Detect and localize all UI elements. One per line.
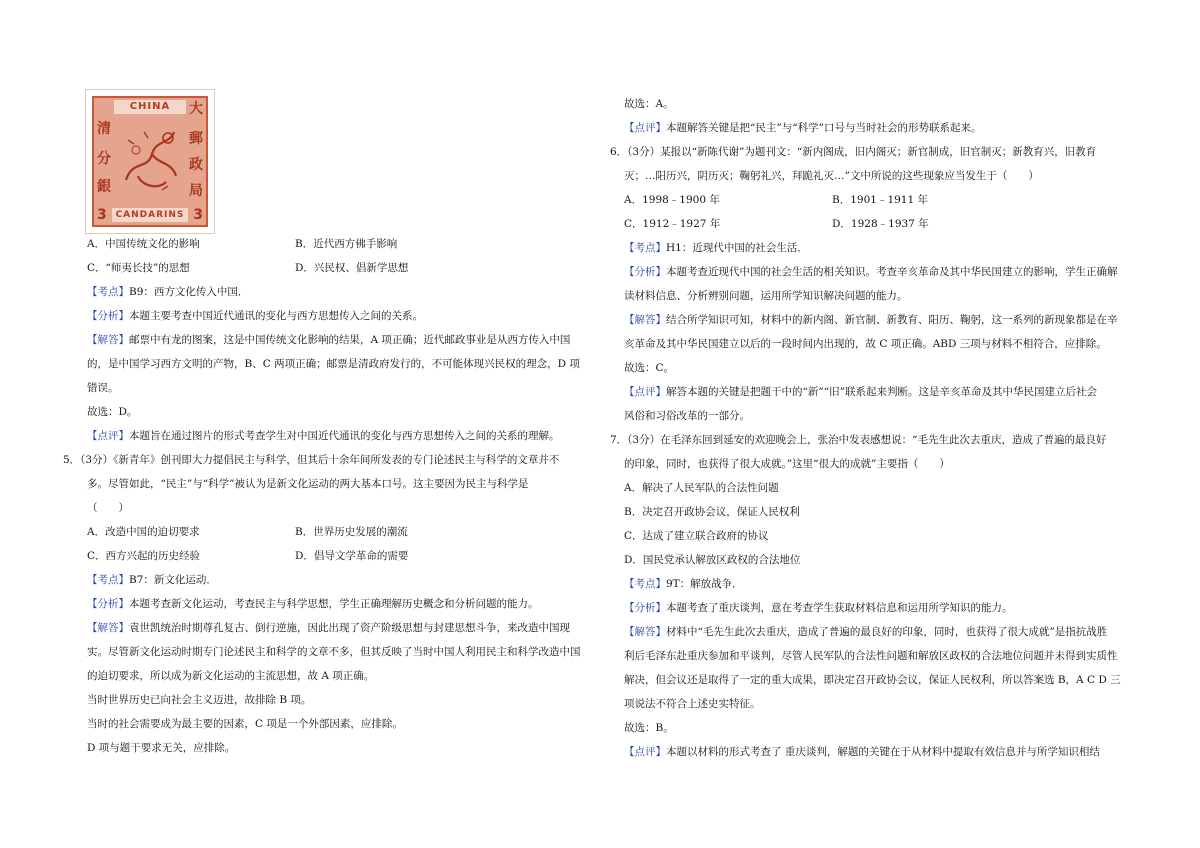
q6-jieda-line-1 — [624, 313, 1118, 327]
q4-jieda-line-2: 的，是中国学习西方文明的产物，B、C 两项正确；邮票是清政府发行的，不可能体现兴民权的理念，D 项 — [87, 358, 580, 370]
q5-stem-line-3: （ ） — [87, 502, 129, 514]
dianping-tag: 【点评】 — [624, 386, 666, 398]
q6-jieda-text-1: 结合所学知识可知，材料中的新内阁、新官制、新教育、阳历、鞠躬，这一系列的新现象都是在辛 — [666, 314, 1118, 326]
q6-option-c: C．1912﹣1927 年 — [624, 218, 721, 230]
q4-fenxi-text: 本题主要考查中国近代通讯的变化与西方思想传入之间的关系。 — [129, 310, 423, 322]
stamp-left-char-3: 銀 — [97, 179, 111, 195]
q6-option-b: B．1901﹣1911 年 — [832, 194, 928, 206]
stamp-corner-numeral-left: 3 — [97, 207, 107, 223]
q5-option-d: D．倡导文学革命的需要 — [295, 550, 409, 562]
q4-kaodian — [87, 285, 248, 299]
q4-fenxi — [87, 309, 423, 323]
q4-dianping — [87, 429, 560, 443]
q7-dianping — [624, 745, 1100, 759]
q7-option-d: D．国民党承认解放区政权的合法地位 — [624, 554, 801, 566]
q5-jieda-line-1 — [87, 621, 570, 635]
q6-fenxi-line-1 — [624, 265, 1118, 279]
q6-option-a: A．1998﹣1900 年 — [624, 194, 720, 206]
jieda-tag: 【解答】 — [87, 622, 129, 634]
q5-jieda-line-4: 当时世界历史已向社会主义迈进，故排除 B 项。 — [87, 694, 312, 706]
q5-stem-line-2: 多。尽管如此，“民主”与“科学”被认为是新文化运动的两大基本口号。这主要因为民主与科学是 — [87, 478, 529, 490]
q4-option-c: C．“师夷长技”的思想 — [87, 262, 190, 274]
q6-dianping-line-1 — [624, 385, 1097, 399]
dragon-icon — [118, 120, 184, 198]
q4-jieda-text-1: 邮票中有龙的图案，这是中国传统文化影响的结果，A 项正确；近代邮政事业是从西方传入中国 — [129, 334, 571, 346]
q5-fenxi — [87, 597, 539, 611]
stamp-right-char-3: 政 — [189, 157, 203, 173]
stamp-bottom-text: CANDARINS — [112, 208, 188, 222]
q4-jieda-line-1 — [87, 333, 570, 347]
stamp-left-char-2: 分 — [97, 151, 111, 167]
q5-jieda-line-6: D 项与题干要求无关，应排除。 — [87, 742, 236, 754]
q5-option-a: A．改造中国的迫切要求 — [87, 526, 200, 538]
q7-answer: 故选：B。 — [624, 722, 674, 734]
jieda-tag: 【解答】 — [624, 314, 666, 326]
q7-kaodian-text: 9T：解放战争． — [666, 578, 743, 590]
q6-kaodian-text: H1：近现代中国的社会生活． — [666, 242, 808, 254]
china-stamp-image — [86, 90, 214, 233]
q7-jieda-line-1 — [624, 625, 1107, 639]
dianping-tag: 【点评】 — [624, 746, 666, 758]
q7-fenxi — [624, 601, 1013, 615]
stamp-top-text: CHINA — [114, 100, 186, 114]
q7-kaodian — [624, 577, 743, 591]
q5-jieda-text-1: 袁世凯统治时期尊孔复古、倒行逆施，因此出现了资产阶级思想与封建思想斗争，来改造中国现 — [129, 622, 570, 634]
kaodian-tag: 【考点】 — [87, 574, 129, 586]
q4-answer: 故选：D。 — [87, 406, 138, 418]
q4-kaodian-text: B9：西方文化传入中国． — [129, 286, 249, 298]
q7-option-b: B．决定召开政协会议，保证人民权利 — [624, 506, 800, 518]
q4-jieda-line-3: 错误。 — [87, 382, 119, 394]
q5-option-c: C．西方兴起的历史经验 — [87, 550, 201, 562]
q5-kaodian — [87, 573, 217, 587]
kaodian-tag: 【考点】 — [624, 242, 666, 254]
q6-jieda-line-2: 亥革命及其中华民国建立以后的一段时间内出现的，故 C 项正确。ABD 三项与材料不相符合，应排除。 — [624, 338, 1107, 350]
jieda-tag: 【解答】 — [87, 334, 129, 346]
q7-jieda-text-1: 材料中“毛先生此次去重庆，造成了普遍的最良好的印象，同时，也获得了很大成就”是指抗战胜 — [666, 626, 1108, 638]
dianping-tag: 【点评】 — [624, 122, 666, 134]
q7-jieda-line-4: 项说法不符合上述史实特征。 — [624, 698, 761, 710]
stamp-corner-numeral-right: 3 — [193, 207, 203, 223]
q5-answer: 故选：A。 — [624, 98, 674, 110]
q5-fenxi-text: 本题考查新文化运动，考查民主与科学思想，学生正确理解历史概念和分析问题的能力。 — [129, 598, 539, 610]
q7-dianping-text: 本题以材料的形式考查了 重庆谈判，解题的关键在于从材料中提取有效信息并与所学知识相结 — [666, 746, 1100, 758]
q6-stem-line-1: 6．（3分）某报以“新陈代谢”为题刊文：“新内阁成，旧内阁灭；新官制成，旧官制灭；新教育兴，旧教育 — [610, 146, 1097, 158]
q5-dianping — [624, 121, 981, 135]
q4-option-b: B．近代西方佛手影响 — [295, 238, 398, 250]
q5-stem-line-1: 5．（3分）《新青年》创刊即大力提倡民主与科学，但其后十余年间所发表的专门论述民主与科学的文章并不 — [63, 454, 560, 466]
q4-dianping-text: 本题旨在通过图片的形式考查学生对中国近代通讯的变化与西方思想传入之间的关系的理解。 — [129, 430, 560, 442]
q6-kaodian — [624, 241, 808, 255]
q6-dianping-line-2: 风俗和习俗改革的一部分。 — [624, 410, 750, 422]
q5-option-b: B．世界历史发展的潮流 — [295, 526, 408, 538]
q4-option-a: A．中国传统文化的影响 — [87, 238, 200, 250]
fenxi-tag: 【分析】 — [87, 310, 129, 322]
q5-jieda-line-3: 的迫切要求，所以成为新文化运动的主流思想，故 A 项正确。 — [87, 670, 375, 682]
q7-jieda-line-2: 利后毛泽东赴重庆参加和平谈判，尽管人民军队的合法性问题和解放区政权的合法地位问题并未得到实质性 — [624, 650, 1118, 662]
q7-jieda-line-3: 解决，但会议还是取得了一定的重大成果，即决定召开政协会议，保证人民权利，所以答案选 B，A C D 三 — [624, 674, 1121, 686]
q5-dianping-text: 本题解答关键是把“民主”与“科学”口号与当时社会的形势联系起来。 — [666, 122, 982, 134]
stamp-face — [92, 96, 208, 227]
q6-fenxi-text-1: 本题考查近现代中国的社会生活的相关知识。考查辛亥革命及其中华民国建立的影响，学生正确解 — [666, 266, 1118, 278]
kaodian-tag: 【考点】 — [624, 578, 666, 590]
fenxi-tag: 【分析】 — [624, 266, 666, 278]
q7-fenxi-text: 本题考查了重庆谈判，意在考查学生获取材料信息和运用所学知识的能力。 — [666, 602, 1013, 614]
stamp-right-char-2: 郵 — [189, 131, 203, 147]
q5-jieda-line-2: 实。尽管新文化运动时期专门论述民主和科学的文章不多，但其反映了当时中国人利用民主和科学改造中国 — [87, 646, 581, 658]
dianping-tag: 【点评】 — [87, 430, 129, 442]
q6-answer: 故选：C。 — [624, 362, 675, 374]
q6-dianping-text-1: 解答本题的关键是把题干中的“新”“旧”联系起来判断。这是辛亥革命及其中华民国建立后社会 — [666, 386, 1097, 398]
kaodian-tag: 【考点】 — [87, 286, 129, 298]
q6-option-d: D．1928﹣1937 年 — [832, 218, 929, 230]
q7-option-c: C．达成了建立联合政府的协议 — [624, 530, 769, 542]
q5-kaodian-text: B7：新文化运动． — [129, 574, 217, 586]
q5-jieda-line-5: 当时的社会需要成为最主要的因素，C 项是一个外部因素，应排除。 — [87, 718, 403, 730]
stamp-right-char-1: 大 — [189, 101, 203, 117]
q6-fenxi-line-2: 读材料信息、分析辨别问题，运用所学知识解决问题的能力。 — [624, 290, 908, 302]
q7-stem-line-1: 7．（3分）在毛泽东回到延安的欢迎晚会上，张治中发表感想说：“毛先生此次去重庆，造成了普遍的最良好 — [610, 434, 1107, 446]
q7-stem-line-2: 的印象，同时，也获得了很大成就。”这里“很大的成就”主要指（ ） — [624, 458, 950, 470]
fenxi-tag: 【分析】 — [87, 598, 129, 610]
jieda-tag: 【解答】 — [624, 626, 666, 638]
stamp-right-char-4: 局 — [189, 183, 203, 199]
stamp-left-char-1: 清 — [97, 121, 111, 137]
q4-option-d: D．兴民权、倡新学思想 — [295, 262, 409, 274]
q6-stem-line-2: 灭；…阳历兴，阴历灭；鞠躬礼兴，拜跪礼灭…”文中所说的这些现象应当发生于（ ） — [624, 170, 1039, 182]
q7-option-a: A．解决了人民军队的合法性问题 — [624, 482, 779, 494]
fenxi-tag: 【分析】 — [624, 602, 666, 614]
